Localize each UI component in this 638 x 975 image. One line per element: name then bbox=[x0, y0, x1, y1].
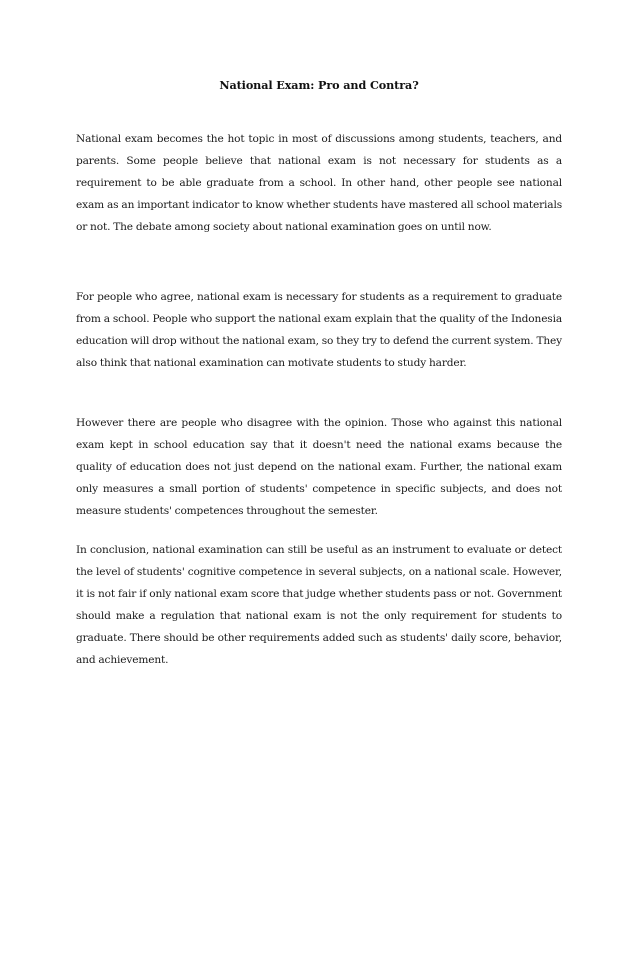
paragraph-contra: However there are people who disagree with the opinion. Those who against this national exam kept in school education say that it doesn't need the national exams because the quality of education does not just depend on the national exam. Further, the national exam only measures a small portion of students' competence in specific subjects, and does not measure students' competences throughout the semester. bbox=[76, 417, 562, 517]
paragraph-introduction: National exam becomes the hot topic in most of discussions among students, teachers, and parents. Some people believe that national exam is not necessary for students as a requirement to be able graduate from a school. In other hand, other people see national exam as an important indicator to know whether students have mastered all school materials or not. The debate among society about national examination goes on until now. bbox=[76, 133, 562, 233]
document-title: National Exam: Pro and Contra? bbox=[219, 78, 419, 92]
paragraph-conclusion: In conclusion, national examination can still be useful as an instrument to evaluate or detect the level of students' cognitive competence in several subjects, on a national scale. However, it is not fair if only national exam score that judge whether students pass or not. Government should make a regulation that national exam is not the only requirement for students to graduate. There should be other requirements added such as students' daily score, behavior, and achievement. bbox=[76, 544, 562, 666]
paragraph-pro: For people who agree, national exam is necessary for students as a requirement to graduate from a school. People who support the national exam explain that the quality of the Indonesia education will drop without the national exam, so they try to defend the current system. They also think that national examination can motivate students to study harder. bbox=[76, 291, 562, 369]
